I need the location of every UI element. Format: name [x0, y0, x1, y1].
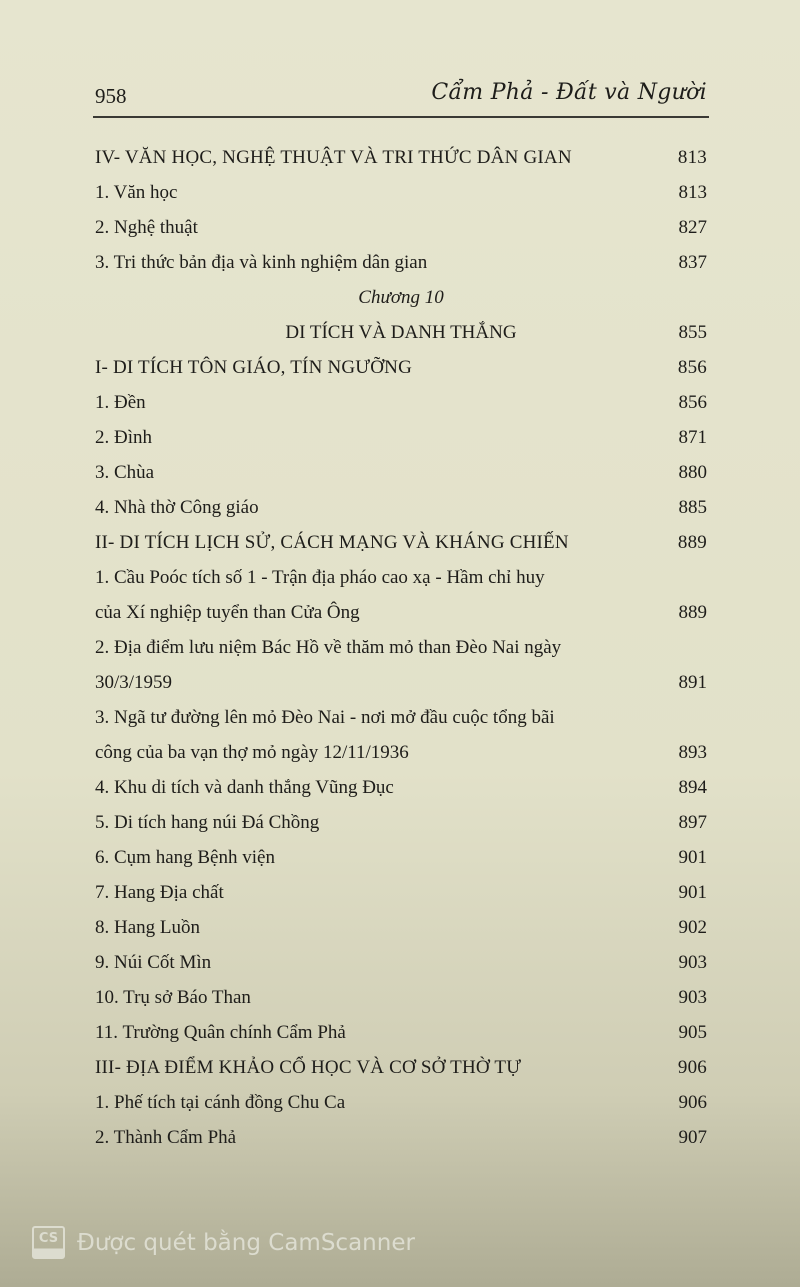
toc-entry: [95, 1120, 707, 1155]
toc-entry: [95, 490, 707, 525]
camscanner-watermark: [32, 1226, 415, 1259]
toc-entry-title: 4. Nhà thờ Công giáo: [95, 497, 259, 518]
toc-entry: [95, 560, 707, 630]
toc-page-number: 827: [678, 217, 707, 238]
toc-entry-line: [95, 735, 707, 770]
toc-entry: [95, 1015, 707, 1050]
toc-page-number: 813: [678, 182, 707, 203]
toc-entry-line: [95, 1050, 707, 1085]
toc-entry: [95, 140, 707, 175]
toc-entry-line: [95, 1085, 707, 1120]
toc-entry-title: 6. Cụm hang Bệnh viện: [95, 847, 275, 868]
toc-entry-line: [95, 840, 707, 875]
toc-entry-title: 3. Tri thức bản địa và kinh nghiệm dân gian: [95, 252, 428, 273]
toc-entry-line: [95, 525, 707, 560]
toc-page-number: 893: [678, 742, 707, 763]
toc-page-number: 903: [678, 952, 707, 973]
toc-entry-line: [95, 910, 707, 945]
toc-entry: [95, 875, 707, 910]
toc-entry: [95, 175, 707, 210]
toc-entry: [95, 315, 707, 350]
toc-entry-line: [95, 1120, 707, 1155]
running-header: [93, 80, 709, 118]
toc-page-number: 889: [678, 602, 707, 623]
toc-entry-line: [95, 245, 707, 280]
toc-page-number: 902: [678, 917, 707, 938]
toc-entry-line: [95, 175, 707, 210]
book-title: Cẩm Phả - Đất và Người: [431, 80, 707, 105]
toc-entry-line: [95, 1015, 707, 1050]
toc-entry-line: [95, 770, 707, 805]
toc-entry: [95, 350, 707, 385]
toc-entry: [95, 980, 707, 1015]
toc-entry-line: [95, 980, 707, 1015]
page-number: 958: [95, 84, 127, 108]
toc-entry: [95, 280, 707, 315]
toc-entry: [95, 245, 707, 280]
toc-entry-line: [95, 945, 707, 980]
toc-page-number: 856: [678, 392, 707, 413]
toc-page-number: 813: [677, 147, 707, 168]
toc-page-number: 889: [677, 532, 707, 553]
toc-page-number: 897: [678, 812, 707, 833]
toc-entry-title: 1. Phế tích tại cánh đồng Chu Ca: [95, 1092, 346, 1113]
toc-entry-line: [95, 350, 707, 385]
toc-entry-line: [95, 280, 707, 315]
toc-page-number: 856: [677, 357, 707, 378]
toc-entry-title: 2. Đình: [95, 427, 152, 448]
toc-entry-title: 3. Ngã tư đường lên mỏ Đèo Nai - nơi mở đầu cuộc tổng bãi: [95, 707, 555, 728]
toc-entry: [95, 1050, 707, 1085]
toc-entry: [95, 700, 707, 770]
toc-page-number: 906: [678, 1092, 707, 1113]
toc-page-number: 871: [678, 427, 707, 448]
logo-text: CS: [38, 1231, 59, 1246]
toc-entry: [95, 770, 707, 805]
toc-entry-title: 1. Cầu Poóc tích số 1 - Trận địa pháo cao xạ - Hầm chỉ huy: [95, 567, 545, 588]
toc-entry-title: I- DI TÍCH TÔN GIÁO, TÍN NGƯỠNG: [95, 357, 412, 378]
camscanner-logo-icon: [32, 1226, 65, 1259]
table-of-contents: [95, 140, 707, 1155]
toc-page-number: 885: [678, 497, 707, 518]
toc-entry-title: của Xí nghiệp tuyển than Cửa Ông: [95, 602, 360, 623]
toc-entry-line: [95, 315, 707, 350]
toc-entry-line: [95, 455, 707, 490]
toc-entry: [95, 805, 707, 840]
toc-page-number: 907: [678, 1127, 707, 1148]
toc-entry-line: [95, 700, 707, 735]
toc-entry-title: 4. Khu di tích và danh thắng Vũng Đục: [95, 777, 394, 798]
toc-page-number: 901: [678, 847, 707, 868]
toc-entry-line: [95, 385, 707, 420]
toc-page-number: 894: [678, 777, 707, 798]
toc-entry: [95, 525, 707, 560]
toc-page-number: 903: [678, 987, 707, 1008]
toc-entry-line: [95, 665, 707, 700]
toc-entry: [95, 1085, 707, 1120]
toc-entry: [95, 630, 707, 700]
toc-entry-line: [95, 560, 707, 595]
toc-entry-title: IV- VĂN HỌC, NGHỆ THUẬT VÀ TRI THỨC DÂN GIAN: [95, 147, 572, 168]
toc-entry-title: DI TÍCH VÀ DANH THẮNG: [285, 322, 517, 343]
toc-entry-line: [95, 490, 707, 525]
toc-entry-title: 30/3/1959: [95, 672, 173, 693]
toc-entry-title: 9. Núi Cốt Mìn: [95, 952, 212, 973]
toc-page-number: 901: [678, 882, 707, 903]
toc-entry-line: [95, 805, 707, 840]
toc-entry: [95, 420, 707, 455]
toc-entry-title: 5. Di tích hang núi Đá Chồng: [95, 812, 320, 833]
toc-entry-line: [95, 420, 707, 455]
toc-entry-title: 10. Trụ sở Báo Than: [95, 987, 251, 1008]
toc-entry-title: 2. Địa điểm lưu niệm Bác Hồ về thăm mỏ than Đèo Nai ngày: [95, 637, 562, 658]
toc-entry-title: Chương 10: [358, 287, 444, 308]
toc-entry-title: 11. Trường Quân chính Cẩm Phả: [95, 1022, 346, 1043]
toc-page-number: 891: [678, 672, 707, 693]
toc-entry-title: 3. Chùa: [95, 462, 155, 483]
watermark-text: Được quét bằng CamScanner: [77, 1229, 415, 1256]
toc-page-number: 855: [678, 322, 707, 343]
toc-entry-title: 1. Đền: [95, 392, 146, 413]
toc-entry-line: [95, 595, 707, 630]
toc-entry-title: 1. Văn học: [95, 182, 178, 203]
toc-entry: [95, 910, 707, 945]
toc-entry: [95, 945, 707, 980]
toc-page-number: 905: [678, 1022, 707, 1043]
toc-entry: [95, 840, 707, 875]
toc-entry-title: công của ba vạn thợ mỏ ngày 12/11/1936: [95, 742, 409, 763]
toc-entry-title: 2. Thành Cẩm Phả: [95, 1127, 237, 1148]
toc-entry-title: 2. Nghệ thuật: [95, 217, 198, 238]
toc-page-number: 837: [678, 252, 707, 273]
toc-entry: [95, 385, 707, 420]
toc-entry-line: [95, 630, 707, 665]
toc-entry: [95, 455, 707, 490]
toc-entry: [95, 210, 707, 245]
toc-entry-title: III- ĐỊA ĐIỂM KHẢO CỔ HỌC VÀ CƠ SỞ THỜ TỰ: [95, 1057, 522, 1078]
toc-page-number: 880: [678, 462, 707, 483]
toc-entry-line: [95, 210, 707, 245]
toc-entry-line: [95, 875, 707, 910]
toc-entry-title: II- DI TÍCH LỊCH SỬ, CÁCH MẠNG VÀ KHÁNG CHIẾN: [95, 532, 569, 553]
toc-page-number: 906: [677, 1057, 707, 1078]
toc-entry-title: 8. Hang Luồn: [95, 917, 201, 938]
toc-entry-title: 7. Hang Địa chất: [95, 882, 224, 903]
toc-entry-line: [95, 140, 707, 175]
